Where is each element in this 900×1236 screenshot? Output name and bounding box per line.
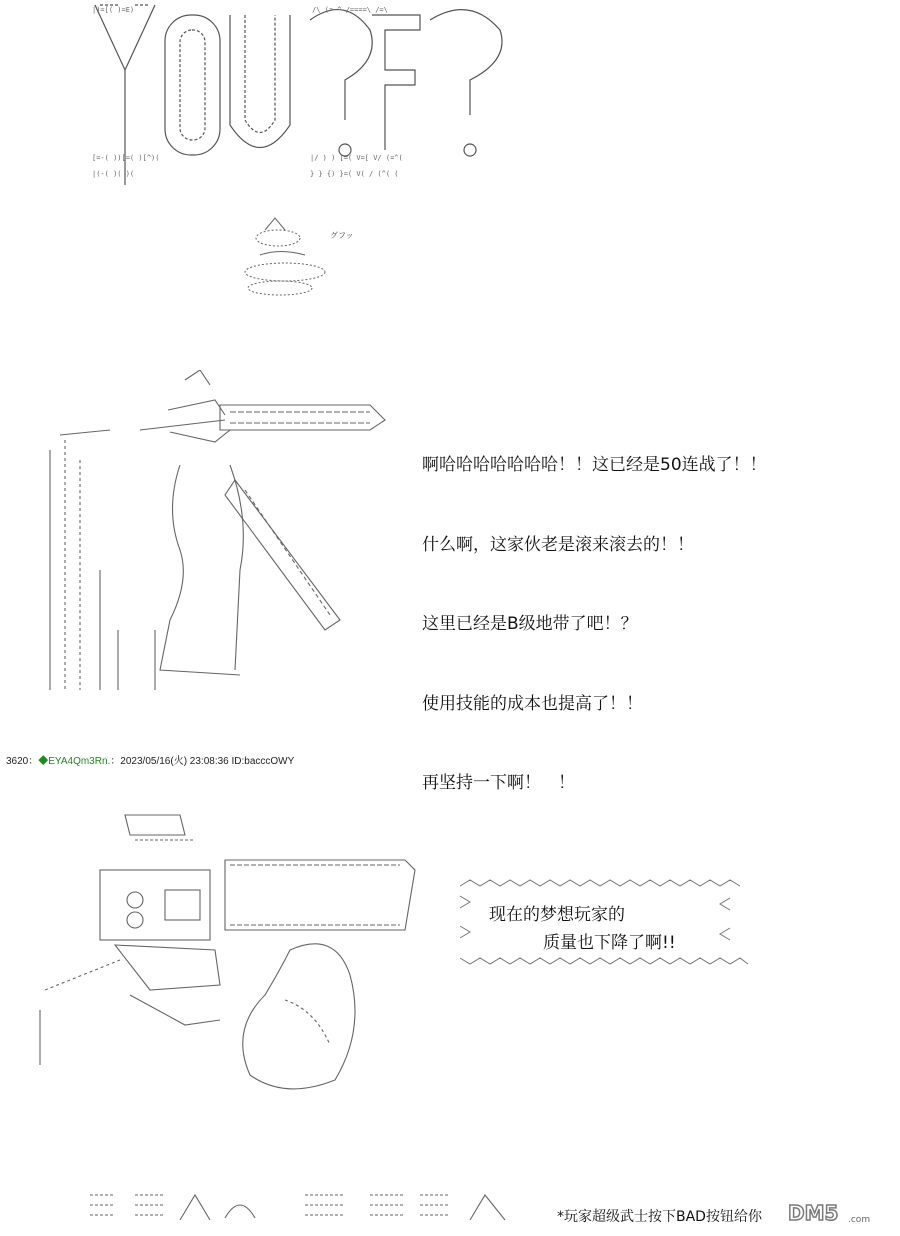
svg-text:|)=[( )=E): |)=[( )=E) [92, 6, 135, 14]
burst-line-1: 现在的梦想玩家的 [489, 905, 625, 925]
svg-text:.com: .com [848, 1215, 871, 1225]
sfx-text: グフッ [330, 231, 354, 240]
svg-text:[=-( ))[=( )[^)(: [=-( ))[=( )[^)( [92, 154, 160, 162]
poster-name[interactable]: ◆EYA4Qm3Rn. [38, 756, 111, 767]
burst-line-2: 质量也下降了啊!! [543, 933, 676, 953]
title-ascii-art [0, 0, 900, 200]
svg-text:DM5: DM5 [788, 1201, 839, 1225]
footer-credit: *玩家超级武士按下BAD按钮给你 [557, 1209, 762, 1225]
dialogue-line: 使用技能的成本也提高了！！ [422, 693, 643, 714]
svg-text:|/ ) ) [=( V=[ V/ (=^(: |/ ) ) [=( V=[ V/ (=^( [310, 154, 403, 162]
site-logo [786, 1198, 886, 1228]
dialogue-line: 啊哈哈哈哈哈哈哈！！这已经是50连战了！！ [422, 455, 767, 475]
chainsaw-figure-ascii-art [35, 810, 435, 1110]
svg-text:} } {) }=( V( / (^( (: } } {) }=( V( / (^( ( [310, 170, 399, 178]
post-separator: ： [28, 756, 39, 767]
post-number: 3620 [6, 756, 29, 767]
svg-text:|(-( )( )(: |(-( )( )( [92, 170, 135, 178]
post-meta: ：2023/05/16(火) 23:08:36 ID:bacccOWY [110, 756, 295, 767]
figure-with-sword-ascii-art [40, 370, 400, 700]
bottom-ascii-art [85, 1190, 525, 1236]
dialogue-block-1 [422, 399, 767, 823]
dialogue-line: 什么啊，这家伙老是滚来滚去的！！ [422, 534, 694, 555]
dialogue-line: 再坚持一下啊！ ！ [422, 773, 575, 793]
burst-speech-bubble [455, 876, 755, 968]
small-blob-ascii-art [230, 210, 350, 300]
svg-text:/\ (=-^ /====\ /=\: /\ (=-^ /====\ /=\ [312, 6, 388, 14]
post-header [6, 752, 294, 767]
dialogue-line: 这里已经是B级地带了吧！？ [422, 614, 638, 634]
